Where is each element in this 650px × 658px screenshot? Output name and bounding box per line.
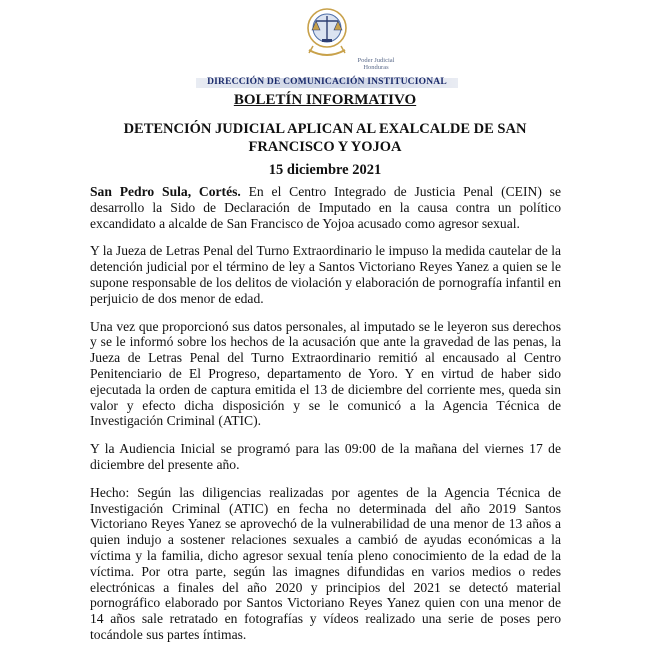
- article-body: [90, 184, 561, 655]
- publication-date: 15 diciembre 2021: [268, 162, 382, 178]
- paragraph-4: Y la Audiencia Inicial se programó para las 09:00 de la mañana del viernes 17 de diciembre del presente año.: [90, 441, 561, 472]
- bulletin-title: BOLETÍN INFORMATIVO: [233, 92, 417, 108]
- paragraph-2: Y la Jueza de Letras Penal del Turno Extraordinario le impuso la medida cautelar de la detención judicial por el término de ley a Santos Victoriano Reyes Yanez a quien se le supone responsable de los delitos de violación y elaboración de pornografía infantil en perjuicio de dos menor de edad.: [90, 243, 561, 306]
- department-name: DIRECCIÓN DE COMUNICACIÓN INSTITUCIONAL: [207, 77, 447, 87]
- dateline-place: San Pedro Sula, Cortés.: [90, 184, 241, 199]
- headline: DETENCIÓN JUDICIAL APLICAN AL EXALCALDE DE SAN FRANCISCO Y YOJOA: [123, 121, 527, 155]
- judiciary-emblem-icon: [303, 6, 351, 62]
- department-header: [196, 76, 458, 89]
- paragraph-1: [90, 184, 561, 231]
- paragraph-3: Una vez que proporcionó sus datos personales, al imputado se le leyeron sus derechos y se le informó sobre los hechos de la acusación que ante la gravedad de las penas, la Jueza de Letras Penal del Turno Extraordinario remitió al encausado al Centro Penitenciario de El Progreso, departamento de Yoro. Y en virtud de haber sido ejecutada la orden de captura emitida el 13 de diciembre del corriente mes, queda sin valor y efecto dicha disposición y se le comunicó a la Agencia Técnica de Investigación Criminal (ATIC).: [90, 318, 561, 429]
- paragraph-1-text: En el Centro Integrado de Justicia Penal (CEIN) se desarrollo la Sido de Declaración de Imputado en la causa contra un político excandidato a alcalde de San Francisco de Yojoa acusado como agresor sexual.: [90, 184, 561, 231]
- institution-name: Poder Judicial Honduras: [357, 57, 395, 71]
- paragraph-5: Hecho: Según las diligencias realizadas por agentes de la Agencia Técnica de Investigación Criminal (ATIC) en fecha no determinada del año 2019 Santos Victoriano Reyes Yanez se aprovechó de la vulnerabilidad de una menor de 13 años a quien indujo a sostener relaciones sexuales a cambió de ayudas económicas a la víctima y la familia, dicho agresor sexual tenía pleno conocimiento de la edad de la víctima. Por otra parte, según las imagnes difundidas en varios medios o redes electrónicas a finales del año 2020 y principios del 2021 se detectó material pornográfico elaborado por Santos Victoriano Reyes Yanez quien con una menor de 14 años sale retratado en fotografías y vídeos realizado una serie de poses pero tocándole sus partes íntimas.: [90, 484, 561, 642]
